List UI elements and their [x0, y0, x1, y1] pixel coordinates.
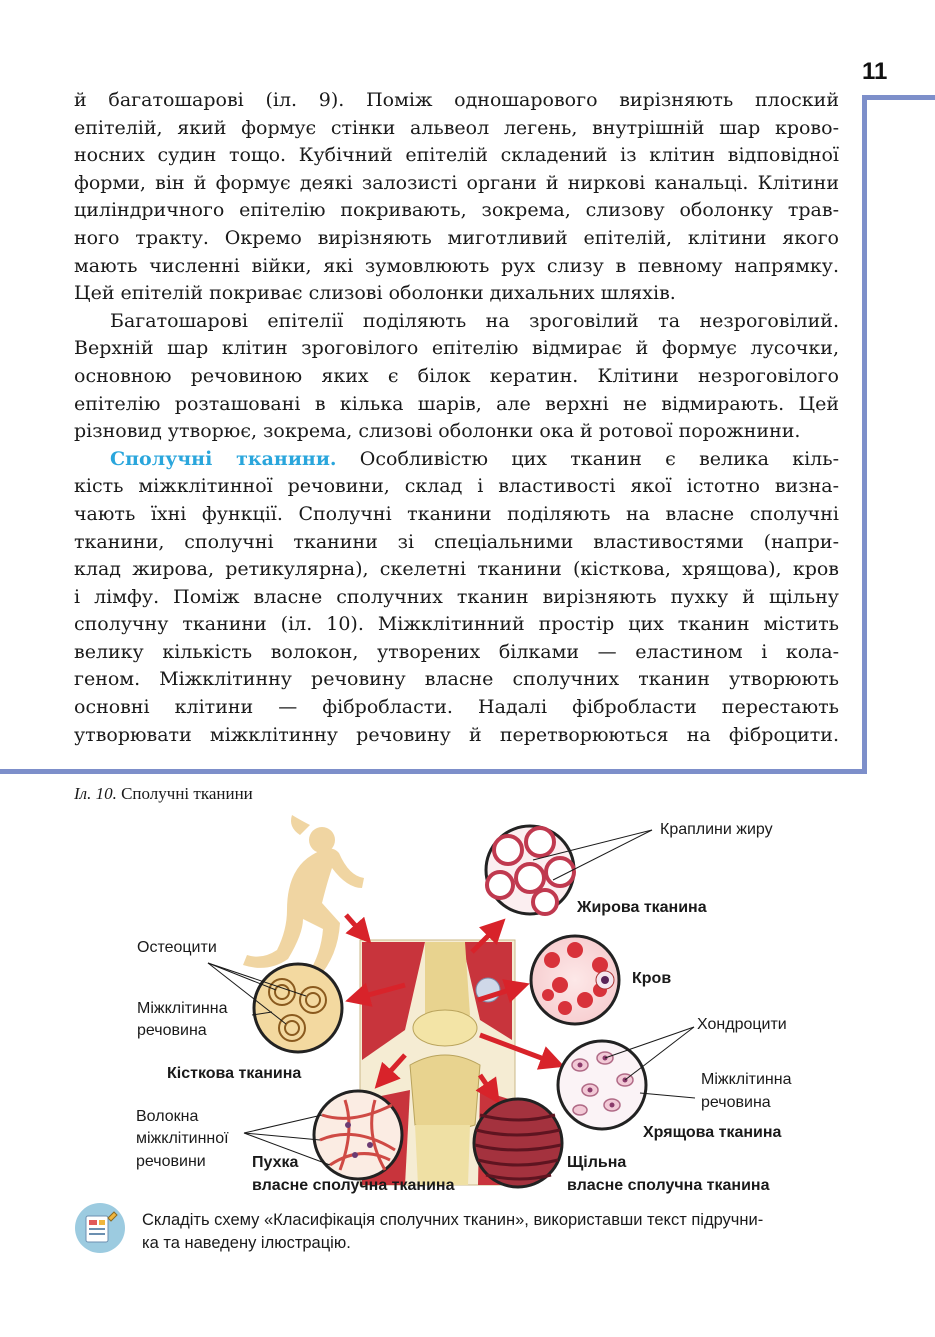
runner-silhouette — [243, 815, 364, 978]
label-fat-tissue: Жирова тканина — [577, 899, 707, 916]
text-line: форми, він й формує деякі залозисті органи й ниркові канальці. Клітини — [74, 171, 839, 194]
label-dense-tissue: Щільна — [567, 1154, 627, 1171]
page-number: 11 — [862, 58, 888, 85]
label-fibers-3: речовини — [136, 1153, 206, 1170]
text-line: епітелію розташовані в кілька шарів, але верхні не відмирають. Цей — [74, 392, 839, 415]
text-line — [74, 446, 839, 474]
text-line: тканини, сполучні тканини зі спеціальними властивостями (напри- — [74, 530, 839, 553]
text-line: клад жирова, ретикулярна), скелетні тканини (кісткова, хрящова), кров — [74, 558, 839, 581]
label-intercellular-bone-2: речовина — [137, 1022, 207, 1039]
label-intercellular-bone: Міжклітинна — [137, 1000, 228, 1017]
text-line: кість міжклітинної речовини, склад і властивості якої істотно визна- — [74, 475, 839, 498]
text-fragment: Особливістю цих тканин є велика кіль- — [336, 447, 839, 470]
paragraph-epithelium — [74, 87, 839, 308]
label-loose-tissue: Пухка — [252, 1154, 299, 1171]
task-text — [142, 1209, 877, 1255]
text-line: сполучну тканини (іл. 10). Міжклітинний простір цих тканин містить — [74, 613, 839, 636]
label-intercellular-cartilage: Міжклітинна — [701, 1071, 792, 1088]
blood-circle — [531, 936, 619, 1024]
label-cartilage-tissue: Хрящова тканина — [643, 1124, 782, 1141]
label-chondrocytes: Хондроцити — [697, 1016, 787, 1033]
label-osteocytes: Остеоцити — [137, 939, 217, 956]
term-connective-tissues: Сполучні тканини. — [110, 447, 337, 470]
figure-title: Сполучні тканини — [116, 784, 253, 803]
text-line: й багатошарові (іл. 9). Поміж одношарового вирізняють плоский — [74, 89, 839, 111]
task-line: ка та наведену ілюстрацію. — [142, 1234, 351, 1252]
label-intercellular-cartilage-2: речовина — [701, 1094, 771, 1111]
text-line: епітелій, який формує стінки альвеол легень, внутрішній шар крово- — [74, 116, 839, 139]
text-line: утворювати міжклітинну речовину й перетворюються на фіброцити. — [74, 723, 839, 746]
label-dense-tissue-2: власне сполучна тканина — [567, 1177, 770, 1194]
task-line: Складіть схему «Класифікація сполучних тканин», використавши текст підручни- — [142, 1211, 764, 1229]
text-line: різновид утворює, зокрема, слизові оболонки ока й ротової порожнини. — [74, 420, 801, 443]
label-blood: Кров — [632, 970, 672, 987]
text-line: Верхній шар клітин зроговілого епітелію відмирає й формує лусочки, — [74, 337, 839, 360]
cartilage-circle — [558, 1041, 646, 1129]
text-line: основною речовиною яких є білок кератин. Клітини незроговілого — [74, 364, 839, 387]
body-text — [74, 87, 839, 749]
bone-circle — [254, 964, 342, 1052]
task-icon — [74, 1202, 126, 1254]
frame-right-border — [862, 95, 867, 774]
dense-connective-circle — [474, 1099, 562, 1187]
text-line: чають їхні функції. Сполучні тканини поділяють на власне сполучні — [74, 502, 839, 525]
text-line: носних судин тощо. Кубічний епітелій складений із клітин відповідної — [74, 144, 839, 167]
text-line: Багатошарові епітелії поділяють на зроговілий та незроговілий. — [110, 309, 839, 332]
label-fibers-2: міжклітинної — [136, 1130, 229, 1147]
frame-bottom-border — [0, 769, 867, 774]
label-fat-droplets: Краплини жиру — [660, 821, 773, 838]
paragraph-connective — [74, 446, 839, 750]
text-line: Цей епітелій покриває слизові оболонки дихальних шляхів. — [74, 282, 676, 305]
figure-number: Іл. 10. — [74, 784, 117, 803]
text-line: і лімфу. Поміж власне сполучних тканин вирізняють пухку й щільну — [74, 585, 839, 608]
label-fibers: Волокна — [136, 1108, 199, 1125]
fat-tissue-circle — [486, 826, 574, 914]
text-line: мають численні війки, які зумовлюють рух слизу в певному напрямку. — [74, 254, 839, 277]
text-line: основні клітини — фібробласти. Надалі фібробласти перестають — [74, 696, 839, 719]
loose-connective-circle — [314, 1091, 402, 1179]
paragraph-multilayer — [74, 308, 839, 446]
label-bone-tissue: Кісткова тканина — [167, 1065, 302, 1082]
frame-top-border — [862, 95, 935, 100]
text-line: ного тракту. Окремо вирізняють миготливий епітелій, клітини якого — [74, 226, 839, 249]
text-line: велику кількість волокон, утворених білками — еластином і кола- — [74, 640, 839, 663]
text-line: циліндричного епітелію покривають, зокрема, слизову оболонку трав- — [74, 199, 839, 222]
text-line: геном. Міжклітинну речовину власне сполучних тканин утворюють — [74, 668, 839, 691]
label-loose-tissue-2: власне сполучна тканина — [252, 1177, 455, 1194]
